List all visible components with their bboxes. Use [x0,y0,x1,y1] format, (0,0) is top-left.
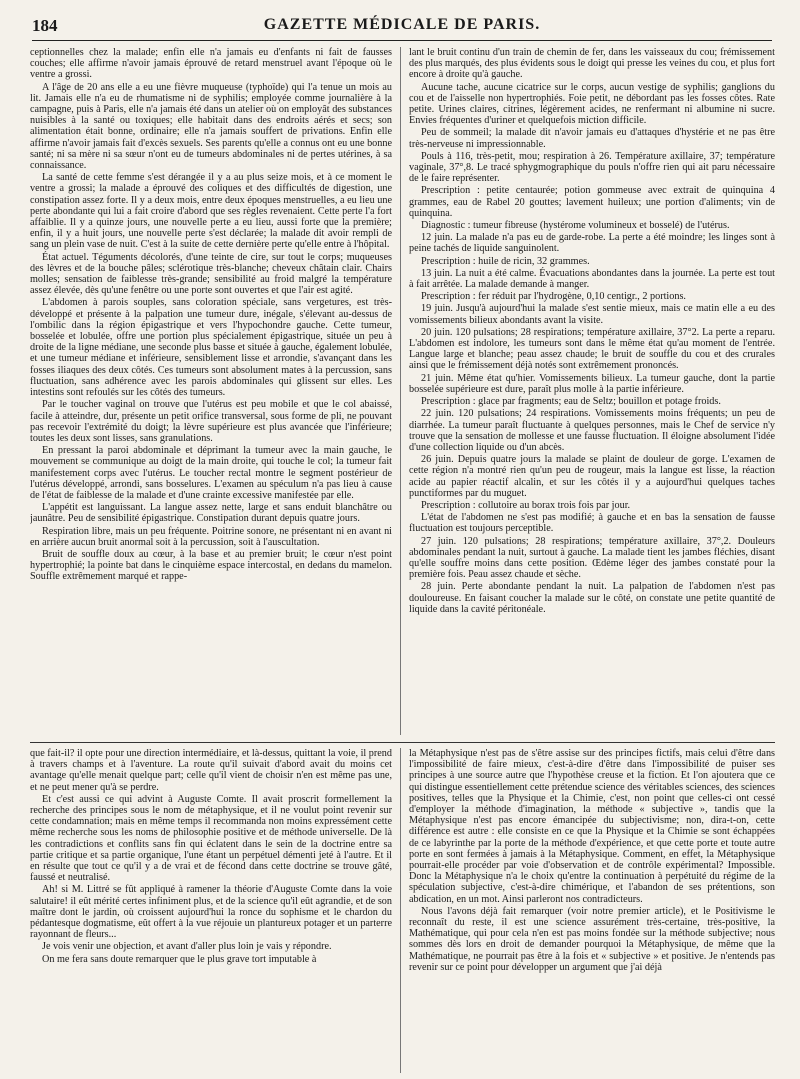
paragraph: Prescription : petite centaurée; potion gommeuse avec extrait de quinquina 4 grammes, eau de Rabel 20 gouttes; lavement huileux; une portion d'aliments; vin de quinquina. [409,185,775,219]
paragraph: État actuel. Téguments décolorés, d'une teinte de cire, sur tout le corps; muqueuses des lèvres et de la bouche pâles; sclérotique très-blanche; cheveux châtain clair. Chairs molles; sensation de faiblesse très-grande; sensibilité au froid malgré la température assez élevée, dès qu'une fenêtre ou une porte sont ouvertes et que l'air est agité. [30,251,392,297]
paragraph: Prescription : glace par fragments; eau de Seltz; bouillon et potage froids. [421,396,721,408]
paragraph: 26 juin. Depuis quatre jours la malade se plaint de douleur de gorge. L'examen de cette région n'a montré rien qu'un peu de rougeur, mais la langue est lisse, la réaction acide au papier réactif alcalin, et sur les côtés il y a aujourd'hui quelques taches punctiformes par du muguet. [409,454,775,499]
paragraph: La santé de cette femme s'est dérangée il y a au plus seize mois, et à ce moment le ventre a grossi; la malade a éprouvé des coliques et des difficultés de digestion, une constipation assez forte. Il y a deux mois, entre deux époques menstruelles, a eu lieu une perte abondante qui lui a fait croire d'abord que ses règles revenaient. Cette perte l'a fort affaiblie. Il y a quinze jours, une nouvelle perte a eu lieu, aussi forte que la première; enfin, il y a huit jours, une nouvelle perte s'est déclarée; la malade dit avoir rempli de sang un plein vase de nuit. C'est à la suite de cette dernière perte qu'elle entre à l'hôpital. [30,172,392,251]
column-divider [400,47,401,735]
paragraph: On me fera sans doute remarquer que le plus grave tort imputable à [42,953,317,965]
page-header [32,16,772,41]
paragraph: A l'âge de 20 ans elle a eu une fièvre muqueuse (typhoïde) qui l'a tenue un mois au lit. Jamais elle n'a eu de rhumatisme ni de syphilis; employée comme journalière à la campagne, puis à Paris, elle n'a jamais été dans un atelier où on employât des substances nuisibles à la santé ou toxiques; elle habitait dans des endroits aérés et secs; son alimentation était bonne, ordinaire; elle n'a jamais souffert de privations. Enfin elle affirme n'avoir jamais fait d'excès sexuels. Ses parents qu'elle a connus ont eu une bonne santé; ni sa mère ni sa sœur n'ont eu de tumeurs abdominales ni de pertes utérines, à sa connaissance. [30,81,392,172]
paragraph: lant le bruit continu d'un train de chemin de fer, dans les vaisseaux du cou; frémissement des plus marqués, des plus évidents sous le doigt qui presse les veines du cou, et plus fort encore à droite qu'à gauche. [409,47,775,81]
paragraph: 13 juin. La nuit a été calme. Évacuations abondantes dans la journée. La perte est tout à fait arrêtée. La malade demande à manger. [409,267,775,291]
paragraph: Ah! si M. Littré se fût appliqué à ramener la théorie d'Auguste Comte dans la voie salutaire! il eût mérité certes infiniment plus, et de la science qu'il eût agrandie, et de son maître dont le jardin, où croissent aujourd'hui la ronce du sophisme et le chardon du pédantesque dogmatisme, eût offert à la vue réjouie un plantureux potager et un parterre rayonnant de fleurs... [30,884,392,941]
journal-title: GAZETTE MÉDICALE DE PARIS. [263,16,541,33]
paragraph: 19 juin. Jusqu'à aujourd'hui la malade s'est sentie mieux, mais ce matin elle a eu des vomissements bilieux abondants avant la visite. [409,303,775,326]
paragraph: Aucune tache, aucune cicatrice sur le corps, aucun vestige de syphilis; ganglions du cou et de l'aisselle non hypertrophiés. Foie petit, ne débordant pas les fosses côtes. Rate petite. Urines claires, citrines, légèrement acides, ne renfermant ni albumine ni sucre. Envies fréquentes d'uriner et quelquefois miction difficile. [409,81,775,127]
column-bottom-left [30,748,392,1073]
paragraph: Prescription : huile de ricin, 32 grammes. [421,255,590,267]
column-top-left [30,47,392,732]
column-top-right [409,47,775,732]
paragraph: la Métaphysique n'est pas de s'être assise sur des principes fictifs, mais celui d'être dans l'impossibilité de faire mieux, c'est-à-dire d'être dans l'impossibilité de puiser ses principes à une source autre que l'hypothèse creuse et la fiction. Et l'on ajoutera que ce qui distingue essentiellement cette prétendue science des véritables sciences, des sciences positives, telles que la Physique et la Chimie, c'est, non point que celles-ci ont cessé d'employer la méthode d'imagination, la méthode « subjective », tandis que la Métaphysique n'est pas encore émancipée du subjectivisme; non, dira-t-on, cette différence est autre : elle consiste en ce que la Physique et la Chimie se sont échappées de ce labyrinthe par la porte de la méthode d'expérience, et que cette porte et toute autre porte en sont fermées à jamais à la Métaphysique. Comment, en effet, la Métaphysique pourrait-elle procéder par voie d'observation et de contrôle expérimental? Impossible. Donc la Métaphysique n'a le choix qu'entre la continuation à perpétuité du régime de la spéculation subjective, c'est-à-dire chimérique, et l'abandon de ses prétentions, son abdication, en un mot. Ainsi parleront nos contradicteurs. [409,748,775,905]
paragraph: que fait-il? il opte pour une direction intermédiaire, et là-dessus, quittant la voie, il prend à travers champs et à l'aventure. La route qu'il suivait d'abord avait du moins cet avantage qu'elle menait quelque part; celle qu'il vient de choisir n'en est même pas une, et ne peut mener qu'à se perdre. [30,748,392,793]
paragraph: Respiration libre, mais un peu fréquente. Poitrine sonore, ne présentant ni en avant ni en arrière aucun bruit anormal soit à la percussion, soit à l'auscultation. [30,525,392,548]
paragraph: 20 juin. 120 pulsations; 28 respirations; température axillaire, 37°2. La perte a reparu. L'abdomen est indolore, les tumeurs sont dans le même état qu'au moment de l'entrée. Langue large et blanche; peau assez chaude; le bruit de souffle du cou et des crurales ainsi que le frémissement déjà notés sont extrêmement prononcés. [409,326,775,372]
paragraph: Et c'est aussi ce qui advint à Auguste Comte. Il avait proscrit formellement la recherche des principes sous le nom de métaphysique, et il ne voulut point revenir sur cette condamnation; mais en même temps il recommanda non moins expressément cette même recherche sous les noms de philosophie positive et de méthode universelle. De là les contradictions et conflits sans fin qui éclatent dans le sein de la doctrine entre sa partie critique et sa partie organique, l'une étant un perpétuel démenti jeté à l'autre. Et il en résulte que tout ce qu'il y a de vrai et de fécond dans cette doctrine se trouve gâté, faussé et neutralisé. [30,793,392,884]
paragraph: Peu de sommeil; la malade dit n'avoir jamais eu d'attaques d'hystérie et ne pas être très-nerveuse ni impressionnable. [409,127,775,150]
paragraph: Pouls à 116, très-petit, mou; respiration à 26. Température axillaire, 37; température vaginale, 37°,8. Le tracé sphygmographique du pouls n'offre rien qui ait paru nécessaire de le faire représenter. [409,150,775,185]
paragraph: 22 juin. 120 pulsations; 24 respirations. Vomissements moins fréquents; un peu de diarrhée. La tumeur paraît fluctuante à quelques personnes, mais le Chef de service n'y trouve que la sensation de mollesse et une fausse fluctuation. Il éloigne absolument l'idée d'une collection liquide ou d'un abcès. [409,408,775,453]
paragraph: 28 juin. Perte abondante pendant la nuit. La palpation de l'abdomen n'est pas douloureuse. En faisant coucher la malade sur le côté, on constate une petite quantité de liquide dans la cavité péritonéale. [409,581,775,615]
section-rule [30,742,775,743]
paragraph: Diagnostic : tumeur fibreuse (hystérome volumineux et bosselé) de l'utérus. [421,220,730,232]
paragraph: L'appétit est languissant. La langue assez nette, large et sans enduit blanchâtre ou jaunâtre. Peu de sensibilité épigastrique. Constipation durant depuis quatre jours. [30,502,392,525]
paragraph: En pressant la paroi abdominale et déprimant la tumeur avec la main gauche, le mouvement se communique au doigt de la main droite, qui touche le col; la tumeur fait manifestement corps avec l'utérus. Le toucher rectal montre le segment postérieur de l'utérus développé, arrondi, sans bosselures. L'examen au spéculum n'a pas lieu à cause de l'état de faiblesse de la malade et d'une crainte excessive manifestée par elle. [30,445,392,501]
paragraph: Bruit de souffle doux au cœur, à la base et au premier bruit; le cœur n'est point hypertrophié; la pointe bat dans le cinquième espace intercostal, en dedans du mamelon. Souffle extrêmement marqué et rappe- [30,548,392,583]
paragraph: ceptionnelles chez la malade; enfin elle n'a jamais eu d'enfants ni fait de fausses couches; elle affirme n'avoir jamais éprouvé de retard menstruel avant l'époque où le ventre a grossi. [30,47,392,81]
paragraph: Je vois venir une objection, et avant d'aller plus loin je vais y répondre. [42,941,332,953]
paragraph: Nous l'avons déjà fait remarquer (voir notre premier article), et le Positivisme le reconnaît du reste, il est une science assurément très-certaine, très-positive, la Mathématique, qui pour cela n'en est pas moins fondée sur la méthode subjective; nous sommes dès lors en droit de demander pourquoi la Métaphysique, de même que la Mathématique, ne pourrait pas être à la fois et « subjective » et positive. Je n'entends pas revenir sur ce point pour développer un argument que j'ai déjà [409,905,775,973]
page-number: 184 [32,16,58,35]
paragraph: L'abdomen à parois souples, sans coloration spéciale, sans vergetures, est très-développé et présente à la palpation une tumeur dure, inégale, s'élevant au-dessus de l'ombilic dans la région épigastrique et vers l'hypochondre gauche. Cette tumeur, bosselée et lobulée, offre une portion plus spécialement épigastrique, située un peu à droite de la ligne médiane, une seconde plus basse et située à gauche, également lobulée, et une tumeur médiane et inférieure, sensiblement lisse et arrondie, s'avançant dans les fosses iliaques des deux côtés. Ces tumeurs sont absolument mates à la percussion, sans fluctuation, sans adhérence avec les parois abdominales qui glissent sur elles. Les intestins sont refoulés sur les côtés des tumeurs. [30,297,392,399]
paragraph: 12 juin. La malade n'a pas eu de garde-robe. La perte a été moindre; les linges sont à peine tachés de liquide sanguinolent. [409,232,775,255]
paragraph: 27 juin. 120 pulsations; 28 respirations; température axillaire, 37°,2. Douleurs abdominales pendant la nuit, surtout à gauche. La malade tient les jambes fléchies, disant qu'elle souffre moins dans cette position. Œdème léger des jambes constaté pour la première fois. Peau assez chaude et sèche. [409,535,775,581]
paragraph: 21 juin. Même état qu'hier. Vomissements bilieux. La tumeur gauche, dont la partie bosselée supérieure est dure, paraît plus molle à la partie inférieure. [409,372,775,395]
paragraph: Par le toucher vaginal on trouve que l'utérus est peu mobile et que le col abaissé, facile à atteindre, dur, présente un petit orifice transversal, sous forme de pli, ne pouvant pas recevoir l'extrémité du doigt; la lèvre supérieure est plus avancée que l'inférieure; toutes les deux sont lisses, sans granulations. [30,399,392,444]
paragraph: L'état de l'abdomen ne s'est pas modifié; à gauche et en bas la sensation de fausse fluctuation est toujours perceptible. [409,512,775,535]
column-bottom-right [409,748,775,1073]
paragraph: Prescription : collutoire au borax trois fois par jour. [421,499,631,511]
column-divider [400,748,401,1073]
paragraph: Prescription : fer réduit par l'hydrogène, 0,10 centigr., 2 portions. [421,291,686,303]
